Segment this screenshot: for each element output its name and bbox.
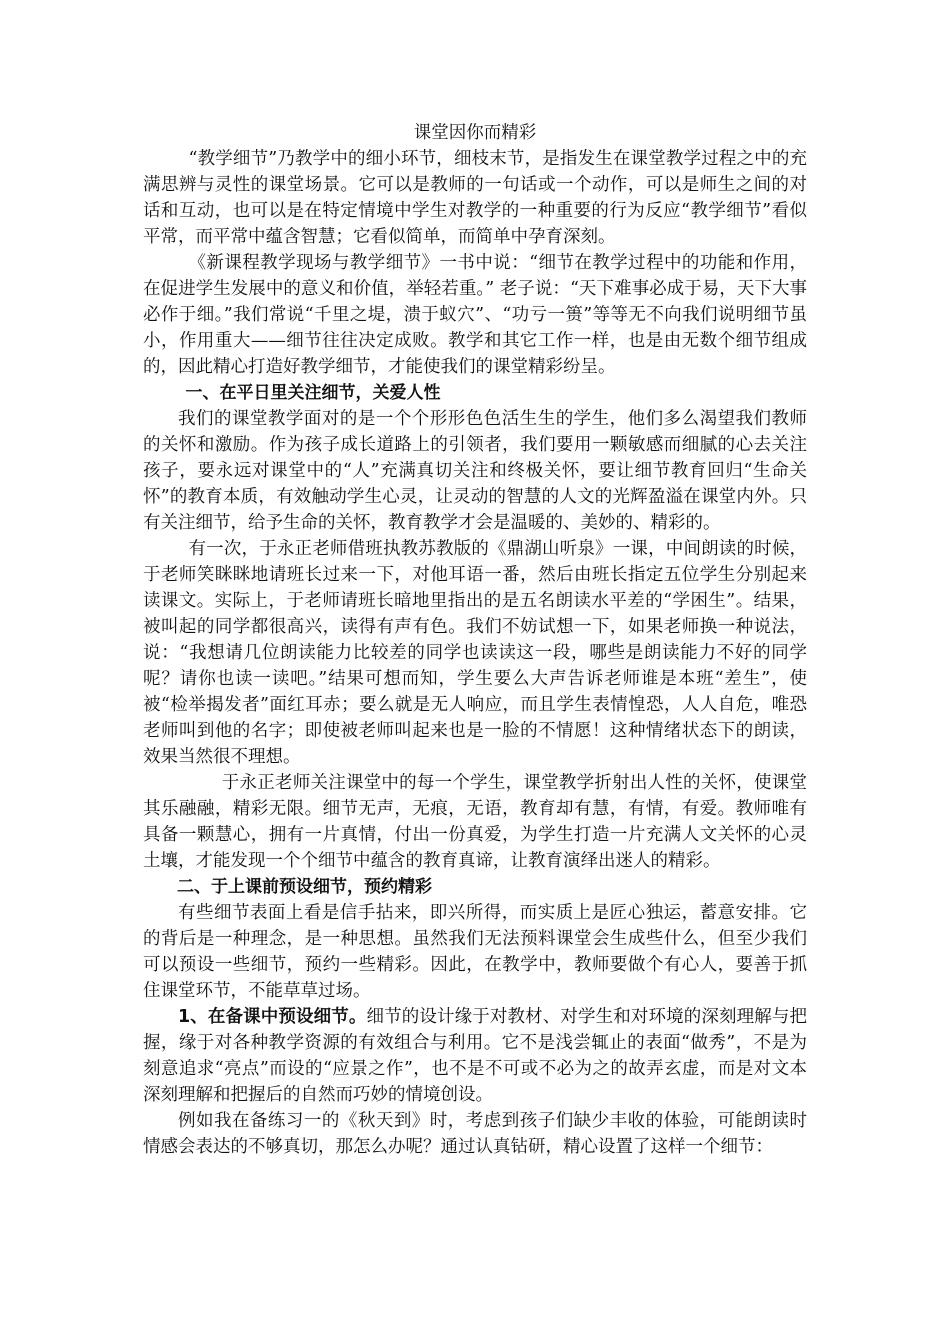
paragraph-reflection: 于永正老师关注课堂中的每一个学生，课堂教学折射出人性的关怀，使课堂其乐融融，精彩无限。细节无声，无痕，无语，教育却有慧，有情，有爱。教师唯有具备一颗慧心，拥有一片真情，付出一份真爱，为学生打造一片充满人文关怀的心灵土壤，才能发现一个个细节中蕴含的教育真谛，让教育演绎出迷人的精彩。 <box>143 773 807 871</box>
paragraph-lesson-prep-body: 细节的设计缘于对教材、对学生和对环境的深刻理解与把握，缘于对各种教学资源的有效组合与利用。它不是浅尝辄止的表面“做秀”，不是为刻意追求“亮点”而设的“应景之作”，也不是不可或不必为之的故弄玄虚，而是对文本深刻理解和把握后的自然而巧妙的情境创设。 <box>143 1007 807 1105</box>
document-title: 课堂因你而精彩 <box>413 123 537 143</box>
paragraph-preset: 有些细节表面上看是信手拈来，即兴所得，而实质上是匠心独运，蓄意安排。它的背后是一种理念，是一种思想。虽然我们无法预料课堂会生成些什么，但至少我们可以预设一些细节，预约一些精彩。因此，在教学中，教师要做个有心人，要善于抓住课堂环节，不能草草过场。 <box>143 903 807 1001</box>
section-heading-1: 一、在平日里关注细节，关爱人性 <box>185 383 441 403</box>
paragraph-lesson-prep <box>143 1004 807 1108</box>
section-heading-2: 二、于上课前预设细节，预约精彩 <box>177 877 432 897</box>
paragraph-quote: 《新课程教学现场与教学细节》一书中说：“细节在教学过程中的功能和作用，在促进学生发展中的意义和价值，举轻若重。” 老子说：“天下难事必成于易，天下大事必作于细。”我们常说“千里之堤，溃于蚁穴”、“功亏一篑”等等无不向我们说明细节虽小，作用重大——细节往往决定成败。教学和其它工作一样，也是由无数个细节组成的，因此精心打造好教学细节，才能使我们的课堂精彩纷呈。 <box>143 253 807 377</box>
paragraph-autumn-example: 例如我在备练习一的《秋天到》时，考虑到孩子们缺少丰收的体验，可能朗读时情感会表达的不够真切，那怎么办呢？通过认真钻研，精心设置了这样一个细节： <box>143 1111 807 1157</box>
paragraph-care: 我们的课堂教学面对的是一个个形形色色活生生的学生，他们多么渴望我们教师的关怀和激励。作为孩子成长道路上的引领者，我们要用一颗敏感而细腻的心去关注孩子，要永远对课堂中的“人”充满真切关注和终极关怀，要让细节教育回归“生命关怀”的教育本质，有效触动学生心灵，让灵动的智慧的人文的光辉盈溢在课堂内外。只有关注细节，给予生命的关怀，教育教学才会是温暖的、美妙的、精彩的。 <box>143 409 807 533</box>
paragraph-intro: “教学细节”乃教学中的细小环节，细枝末节，是指发生在课堂教学过程之中的充满思辨与灵性的课堂场景。它可以是教师的一句话或一个动作，可以是师生之间的对话和互动，也可以是在特定情境中学生对教学的一种重要的行为反应“教学细节”看似平常，而平常中蕴含智慧；它看似简单，而简单中孕育深刻。 <box>143 149 807 247</box>
paragraph-example-yu: 有一次，于永正老师借班执教苏教版的《鼎湖山听泉》一课，中间朗读的时候，于老师笑眯眯地请班长过来一下，对他耳语一番，然后由班长指定五位学生分别起来读课文。实际上，于老师请班长暗地里指出的是五名朗读水平差的“学困生”。结果，被叫起的同学都很高兴，读得有声有色。我们不妨试想一下，如果老师换一种说法，说：“我想请几位朗读能力比较差的同学也读读这一段，哪些是朗读能力不好的同学呢？请你也读一读吧。”结果可想而知，学生要么大声告诉老师谁是本班“差生”，使被“检举揭发者”面红耳赤；要么就是无人响应，而且学生表情惶恐，人人自危，唯恐老师叫到他的名字；即使被老师叫起来也是一脸的不情愿！这种情绪状态下的朗读，效果当然很不理想。 <box>143 539 807 767</box>
subheading-lead: 1、在备课中预设细节。 <box>178 1007 367 1027</box>
document-body <box>143 120 807 1160</box>
